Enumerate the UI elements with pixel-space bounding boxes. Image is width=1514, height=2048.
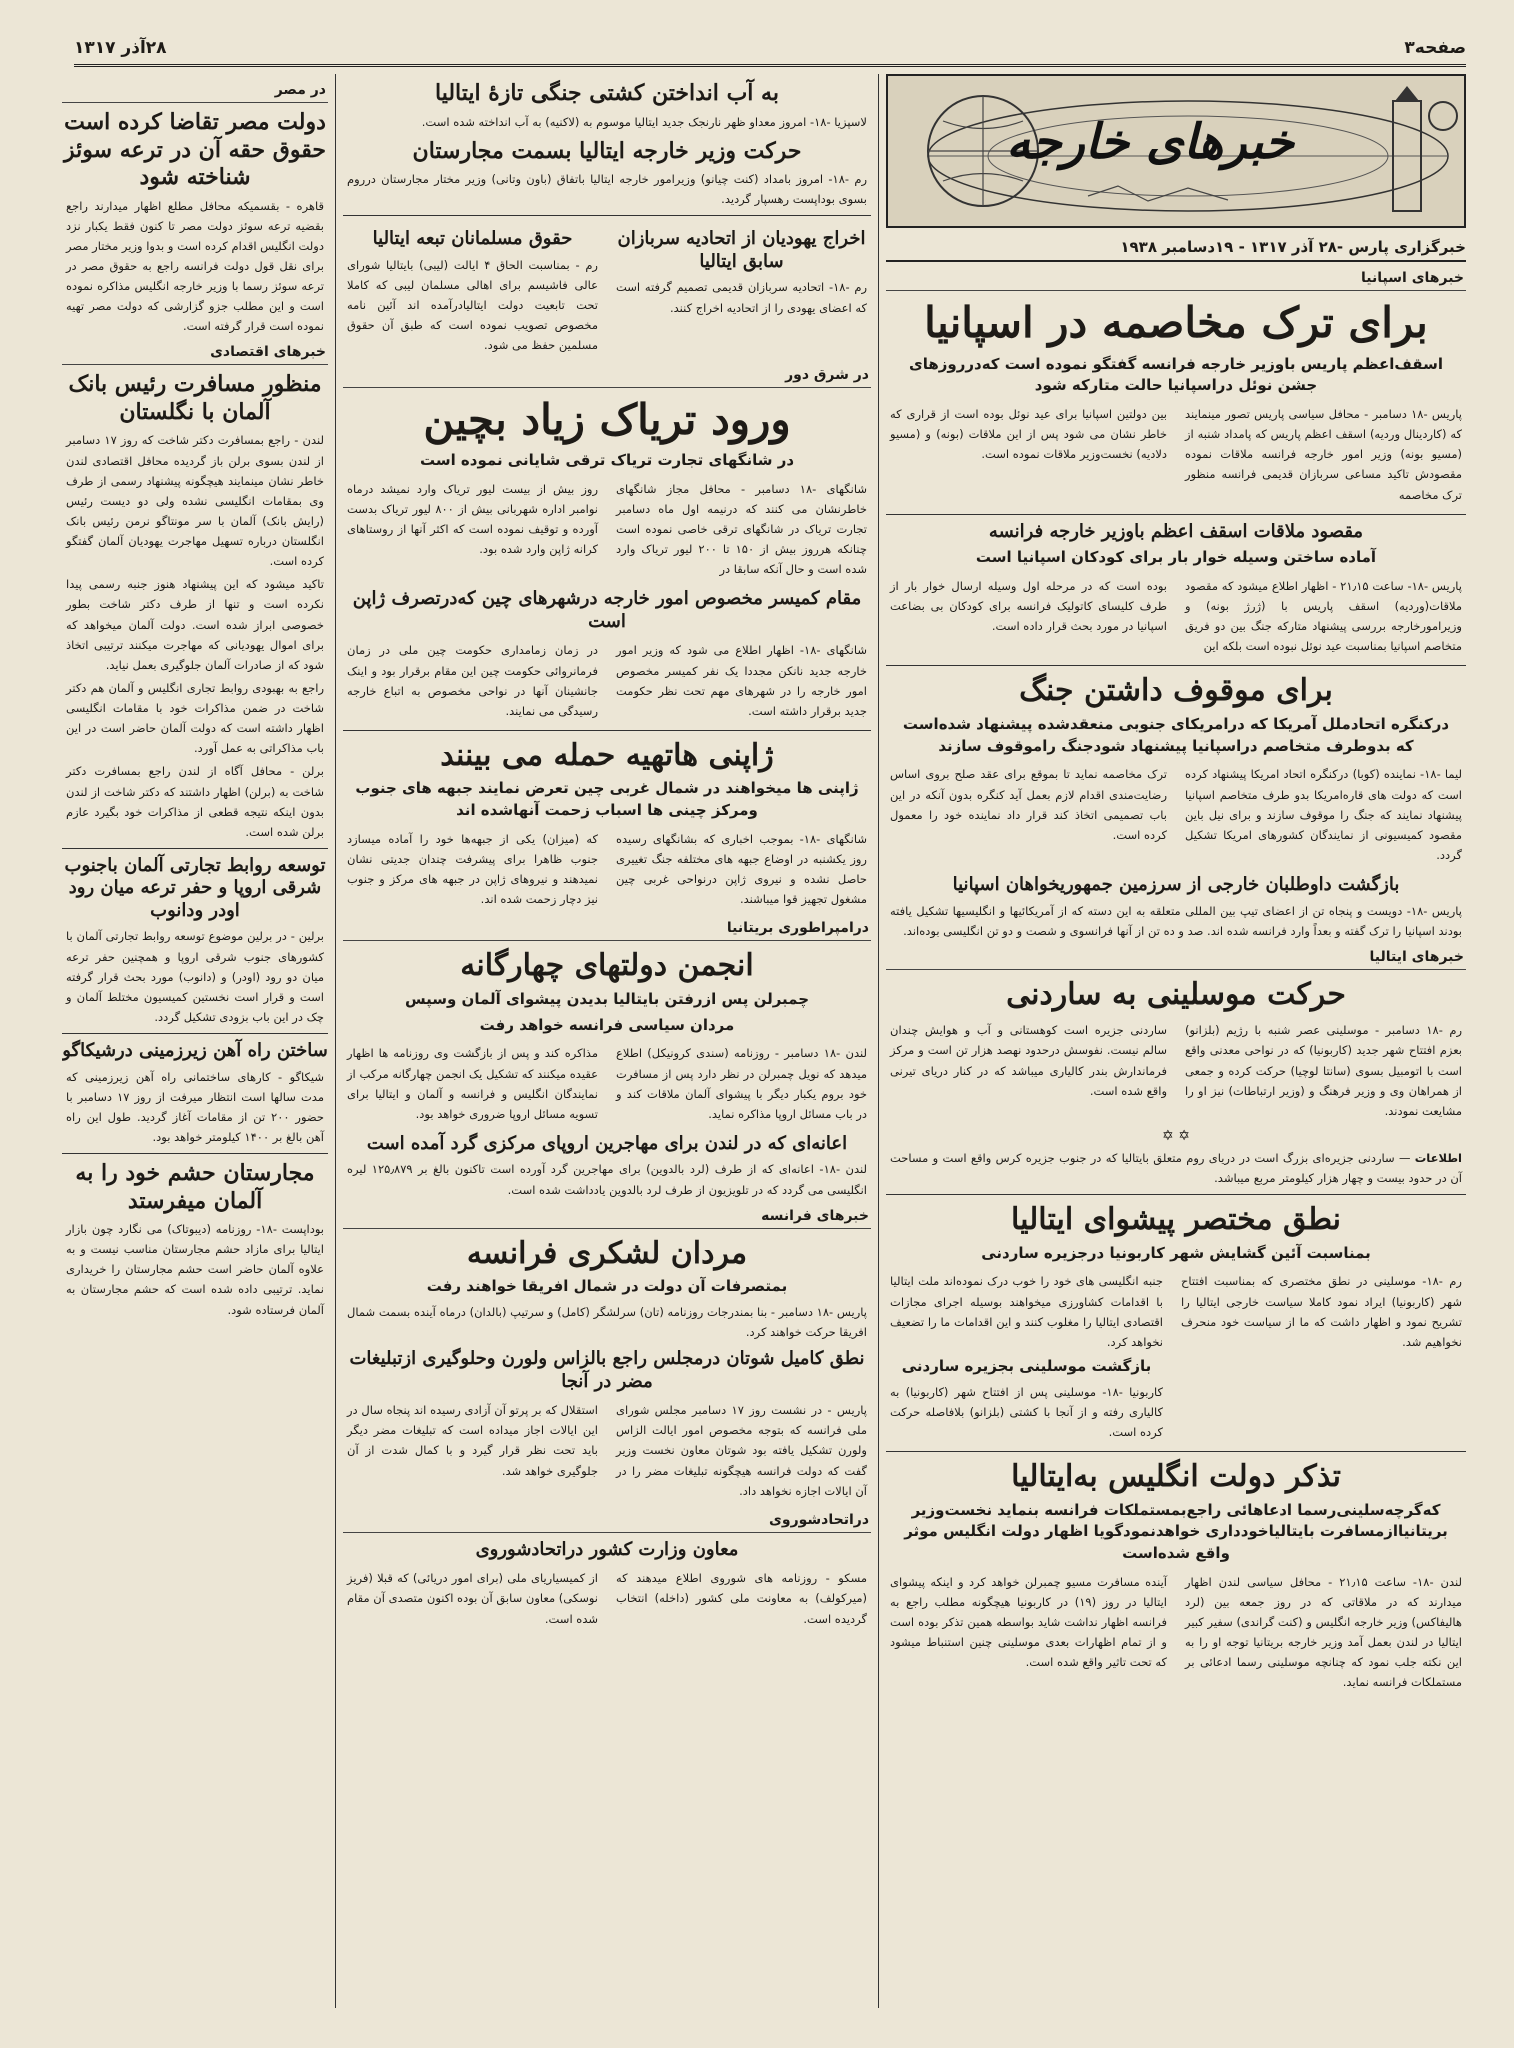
info-text: ساردنی جزیره‌ای بزرگ است در دریای روم متعلق بایتالیا که در جنوب جزیره کرس واقع است و مساحت آن در حدود بیست و چهار هزار کیلومتر مربع میباشد. <box>890 1150 1462 1185</box>
article-text: بوداپست -۱۸- روزنامه (دیبوتاک) می نگارد چون بازار ایتالیا برای مازاد حشم مجارستان مناسب نیست و به علاوه آلمان حاضر است حشم مجارستان را خریداری نماید. ترتیبی داده شده است که حشم مجارستان به آلمان فرستاده شود. <box>66 1222 324 1317</box>
article-text: مذاکره کند و پس از بازگشت وی روزنامه ها اظهار عقیده میکنند که تشکیل یک انجمن چهارگانه مرکب از نمایندگان انگلیس و فرانسه و آلمان و ایتالیا برای تسویه مسائل اروپا ضروری خواهد بود. <box>347 1046 598 1121</box>
column-rule <box>335 74 336 2008</box>
headline: مقام کمیسر مخصوص امور خارجه درشهرهای چین که‌درتصرف ژاپن است <box>352 588 862 632</box>
section-label: خبرهای فرانسه <box>343 1204 871 1229</box>
headline: تذکر دولت انگلیس به‌ایتالیا <box>1011 1459 1341 1494</box>
section-label: دراتحادشوروی <box>343 1508 871 1533</box>
article-text: لندن -۱۸- اعانه‌ای که از طرف (لرد بالدوین) برای مهاجرین گرد آورده است تاکنون بالغ بر ۱۲۵٫۸۷۹ لیره انگلیسی می گردد که در تلویزیون از طرف لرد بالدوین یادداشت شده است. <box>347 1162 868 1197</box>
article-text: از کمیسیاریای ملی (برای امور دریائی) که قبلا (فریز نوسکی) معاون سابق آن بوده اکنون متصدی آن مقام شده است. <box>347 1571 598 1626</box>
article-text: اطلاعات — ساردنی جزیره‌ای بزرگ است در دریای روم متعلق بایتالیا که در جنوب جزیره کرس واقع است و مساحت آن در حدود بیست و چهار هزار کیلومتر مربع میباشد. <box>890 1150 1462 1185</box>
article-text: استقلال که بر پرتو آن آزادی رسیده اند پنجاه سال در این ایالات اجاز میداده است که تبلیغات مضر دیگر باید تحت نظر قرار گیرد و با کمال شدت از آن جلوگیری خواهد شد. <box>347 1403 598 1478</box>
article-text: ترک مخاصمه نماید تا بموقع برای عقد صلح بروی اساس رضایت‌مندی اقدام لازم بعمل آید کنگره بدون آنکه در این باب تصمیمی اتخاذ کند قرار داد نماینده خود را معمول کرده است. <box>890 767 1167 842</box>
article-body <box>343 476 871 583</box>
subheadline: مردان سیاسی فرانسه خواهد رفت <box>479 1015 735 1034</box>
article-body <box>886 1569 1466 1696</box>
section-label: درامپراطوری بریتانیا <box>343 916 871 941</box>
article-text: تاکید میشود که این پیشنهاد هنوز جنبه رسمی پیدا نکرده است و تنها از طرف دکتر شاخت بطور خصوصی ابراز شده است. دولت آلمان میخواهد که برای اموال یهودیانی که مهاجرت میکنند ترتیبی اتخاذ شود که از صادرات آلمان جلوگیری بعمل نیاید. <box>66 577 324 672</box>
article-text: پاریس -۱۸- ساعت ۲۱٫۱۵ - اظهار اطلاع میشود که مقصود ملاقات(وردیه) اسقف پاریس با (ژرژ بونه) و وزیرامورخارجه بررسی پیشنهاد متارکه جنگ بین دو فریق متخاصم اسپانیا بمناسبت عید نوئل نبوده است بلکه این <box>1185 578 1462 654</box>
page-number: صفحه۳ <box>1404 38 1466 58</box>
article-body <box>886 573 1466 660</box>
article-text: بوده است که در مرحله اول وسیله ارسال خوار بار از طرف کلیسای کاتولیک فرانسه برای کودکان بی بضاعت اسپانیا در مورد بحث قرار داده است. <box>890 578 1167 634</box>
headline: حرکت وزیر خارجه ایتالیا بسمت مجارستان <box>412 137 802 164</box>
section-label: در مصر <box>62 78 328 103</box>
article-text: رم -۱۸- اتحادیه سربازان قدیمی تصمیم گرفته است که اعضای یهودی را از اتحادیه اخراج کنند. <box>616 280 868 315</box>
headline: به آب انداختن کشتی جنگی تازهٔ ایتالیا <box>435 80 779 106</box>
headline: حقوق مسلمانان تبعه ایتالیا <box>372 228 573 250</box>
star-ornament: ✡ ✡ <box>1162 1127 1190 1144</box>
article-text: کاربونیا -۱۸- موسلینی پس از افتتاح شهر (کاربونیا) به کالیاری رفته و از آنجا با کشتی (بلزانو) بلافاصله حرکت کرده است. <box>890 1384 1164 1439</box>
headline: نطق کامیل شوتان درمجلس راجع بالزاس ولورن وحلوگیری ازتبلیغات مضر در آنجا <box>349 1348 865 1392</box>
headline: برای ترک مخاصمه در اسپانیا <box>924 298 1428 347</box>
article-text: لاسپزیا -۱۸- امروز معداو ظهر نارنجک جدید ایتالیا موسوم به (لاکنیه) به آب انداخته شده است. <box>421 114 867 129</box>
article-text: ساردنی جزیره است کوهستانی و آب و هوایش چندان سالم نیست. نفوسش درحدود نهصد هزار تن است و مرکز فرماندارش بندر کالیاری میباشد که در کنار دریای تیرنی واقع شده است. <box>890 1023 1167 1098</box>
article-text: برلین - در برلین موضوع توسعه روابط تجارتی آلمان با کشورهای جنوب شرقی اروپا و همچنین حفر ترعه میان دو رود (اودر) و (دانوب) مورد بحث قرار گرفته است و قرار است نخستین کمیسیون مختلط آلمان و چک در این باب بزودی تشکیل گردد. <box>66 929 324 1024</box>
page-date: ۲۸آذر ۱۳۱۷ <box>74 38 167 58</box>
subheadline: ژاپنی ها میخواهند در شمال غربی چین تعرض نمایند جبهه های جنوب ومرکز چینی ها اسباب زحمت آنهاشده اند <box>355 779 859 820</box>
article-text: پاریس -۱۸ دسامبر - محافل سیاسی پاریس تصور مینمایند که (کاردینال وردیه) اسقف اعظم پاریس که پامداد شنبه از (مسیو بونه) وزیر امور خارجه فرانسه ملاقات نموده مقصودش تاکید مساعی سربازان قدیمی فرانسه منظور ترک مخاصمه <box>1185 407 1462 502</box>
headline: بازگشت داوطلبان خارجی از سرزمین جمهوریخواهان اسپانیا <box>952 874 1400 895</box>
subheadline: بمناسبت آئین گشایش شهر کاربونیا درجزیره ساردنی <box>981 1243 1371 1262</box>
article-text: آینده مسافرت مسیو چمبرلن خواهد کرد و اینکه پیشوای ایتالیا در روز (۱۹) در کاربونیا هیچگونه مطلب راجع به فرانسه اظهار نداشت شاید بواسطه همین تذکر بوده است و از تمام اظهارات بعدی موسلینی چنین استنباط میشود که تحت تاثیر واقع شده است. <box>890 1574 1167 1670</box>
section-label: خبرهای اسپانیا <box>886 266 1466 291</box>
subheadline: در شانگهای تجارت تریاک ترقی شایانی نموده است <box>419 451 795 469</box>
article-text: مسکو - روزنامه های شوروی اطلاع میدهند که (میرکولف) به معاونت ملی کشور (داخله) انتخاب گردیده است. <box>616 1571 867 1626</box>
column-rule <box>878 74 879 2008</box>
article-text: برلن - محافل آگاه از لندن راجع بمسافرت دکتر شاخت به (برلن) اظهار داشتند که دکتر شاخت از لندن بدون اینکه نتیجه قطعی از مذاکرات خود بگیرد عازم برلن شده است. <box>66 764 324 839</box>
article-body <box>343 1397 871 1504</box>
subheadline: اسقف‌اعظم پاریس باوزیر خارجه فرانسه گفتگو نموده است که‌درروزهای جشن نوئل دراسپانیا حالت متارکه شود <box>908 354 1443 395</box>
page-header <box>74 38 1466 67</box>
article-text: رم -۱۸- امروز بامداد (کنت چیانو) وزیرامور خارجه ایتالیا باتفاق (باون وتانی) وزیر مختار مجارستان درروم بسوی بوداپست رهسپار گردید. <box>347 172 867 207</box>
article-text: شانگهای -۱۸- بموجب اخباری که بشانگهای رسیده روز یکشنبه در اوضاع جبهه های مختلفه جنگ تغییری حاصل نشده و نیروی ژاپن درنواحی غربی چین مشغول تجهیز قوا میباشند. <box>616 831 867 907</box>
article-body <box>343 222 871 358</box>
subheadline: آماده ساختن وسیله خوار بار برای کودکان اسپانیا است <box>975 548 1377 567</box>
article-body <box>886 761 1466 868</box>
article-text: شانگهای -۱۸ دسامبر - محافل مجاز شانگهای خاطرنشان می کنند که درنیمه اول ماه دسامبر تجارت تریاک در شانگهای ترقی خاصی نموده است چنانکه هرروز بیش از ۱۵۰ تا ۲۰۰ لیور تریاک وارد شده است و حال آنکه سابقا در <box>616 481 868 577</box>
article-body <box>343 637 871 724</box>
headline: دولت مصر تقاضا کرده است حقوق حقه آن در ترعه سوئز شناخته شود <box>64 109 326 190</box>
masthead <box>886 74 1466 228</box>
article-text: شانگهای -۱۸- اظهار اطلاع می شود که وزیر امور خارجه جدید نانکن مجددا یک نفر کمیسر مخصوص امور خارجه را در شهرهای مهم تحت نظر حکومت جدید برقرار داشته است. <box>616 643 867 718</box>
article-body <box>343 826 871 913</box>
headline: اعانه‌ای که در لندن برای مهاجرین اروپای مرکزی گرد آمده است <box>366 1132 848 1154</box>
left-column <box>62 74 328 2008</box>
section-label: خبرهای ایتالیا <box>886 945 1466 970</box>
article-text: که (میزان) یکی از جبهه‌ها خود را آماده میسازد جنوب ظاهرا برای پیشرفت چندان جدیتی نشان نمیدهند و نیروهای ژاپن در جبهه های مرکز و جنوب نیز دچار زحمت شده اند. <box>347 831 598 907</box>
article-text: رم - بمناسبت الحاق ۴ ایالت (لیبی) بایتالیا شورای عالی فاشیسم برای اهالی مسلمان لیبی که کاملا تحت تابعیت دولت ایتالیادرآمده اند آئین نامه مخصوص تصویب نموده است که طبق آن حقوق مسلمین حفظ می شود. <box>347 257 598 353</box>
article-text: روز بیش از بیست لیور تریاک وارد نمیشد درماه نوامبر اداره شهربانی بیش از ۸۰۰ لیور تریاک بدست آورده و توقیف نموده است که اکثر آنها از روستاهای کرانه ژاپن وارد شده بود. <box>347 481 598 557</box>
masthead-title: خبرهای خارجه <box>1006 114 1294 170</box>
headline: مردان لشکری فرانسه <box>466 1235 748 1271</box>
article-text: پاریس - در نشست روز ۱۷ دسامبر مجلس شورای ملی فرانسه که بتوجه مخصوص امور ایالت الزاس ولورن تشکیل یافته بود شوتان معاون نخست وزیر گفت که دولت فرانسه هیچگونه تبلیغات مضر را در آن ایالات اجازه نخواهد داد. <box>616 1403 867 1498</box>
article-text: لندن - راجع بمسافرت دکتر شاخت که روز ۱۷ دسامبر از لندن بسوی برلن باز گردیده محافل اقتصادی لندن خاطر نشان مینمایند هیچگونه پیشنهاد رسمی از طرف وی بمقامات انگلیسی نشده ولی دو دیست رئیس (رایش بانک) آلمان با سر مونتاگو نرمن رئیس بانک انگلستان درباره تسهیل مهاجرت یهودیان آلمان گفتگو کرده است. <box>66 433 324 569</box>
article-text: قاهره - بقسمیکه محافل مطلع اظهار میدارند راجع بقضیه ترعه سوئز دولت مصر تا کنون فقط یکبار نزد دولت انگلیس اقدام کرده است و بدوا وزیر مختار مصر برای نقل قول دولت فرانسه راجع به حقوق مصر در ترعه سوئز رسما با وزیر خارجه انگلیس مذاکره نموده است و این مطلب جزو گزارشی که دولت مصر تهیه نموده است قرار گرفته است. <box>66 198 324 334</box>
subheadline: چمبرلن پس ازرفتن بایتالیا بدیدن پیشوای آلمان وسپس <box>404 989 810 1008</box>
article-text: در زمان زمامداری حکومت چین ملی در زمان فرمانروائی حکومت چین این مقام برقرار بود و اینک جانشینان آنها در نواحی مخصوص به اتباع خارجه رسیدگی می نمایند. <box>347 643 598 718</box>
middle-column <box>343 74 871 2008</box>
dateline: خبرگزاری پارس -۲۸ آذر ۱۳۱۷ - ۱۹دسامبر ۱۹۳۸ <box>886 234 1466 262</box>
article-text: لیما -۱۸- نماینده (کوبا) درکنگره اتحاد امریکا پیشنهاد کرده است که دولت های قاره‌امریکا بدو طرف متخاصم اسپانیا پیشنهاد نمایند که جنگ را موقوف سازند و برای نیل باین مقصود کمیسیونی از نمایندگان کشورهای امریکا تشکیل گردد. <box>1185 767 1463 862</box>
headline: توسعه روابط تجارتی آلمان باجنوب شرقی اروپا و حفر ترعه میان رود اودر ودانوب <box>64 854 326 921</box>
article-text: رم -۱۸- موسلینی در نطق مختصری که بمناسبت افتتاح شهر (کاربونیا) ایراد نمود کاملا سیاست خارجی ایتالیا را تشریح نمود و اظهار داشت که ما از سیاست خود منحرف نخواهیم شد. <box>1181 1274 1462 1349</box>
subheadline: که‌گرچه‌سلینی‌رسما ادعاهائی راجع‌بمستملکات فرانسه بنماید نخست‌وزیر بریتانیااز‌مسافرت بایتالیاخودداری خواهدنمودگویا اظهار دولت انگلیس موثر واقع شده‌است <box>904 1500 1448 1562</box>
headline: ساختن راه آهن زیرزمینی درشیکاگو <box>62 1040 328 1061</box>
article-text: پاریس -۱۸- دویست و پنجاه تن از اعضای تیپ بین المللی متعلقه به این دسته که از آمریکائیها و انگلیسیها تشکیل یافته بودند اسپانیا را ترک گفته و بعداً وارد فرانسه شده اند. صد و ده تن از آنها فرانسوی و شصت و دو تن انگلیسی بوده‌اند. <box>890 903 1462 938</box>
subheadline: درکنگره اتحادملل آمریکا که درامریکای جنوبی منعقدشده پیشنهاد شده‌است که بدوطرف متخاصم دراسپانیا پیشنهاد شودجنگ راموقوف سازند <box>902 714 1450 755</box>
headline: نطق مختصر پیشوای ایتالیا <box>1010 1202 1342 1238</box>
headline: برای موقوف داشتن جنگ <box>1019 673 1333 709</box>
headline: منظور مسافرت رئیس بانک آلمان با نگلستان <box>68 371 322 425</box>
article-body <box>343 1040 871 1127</box>
headline: معاون وزارت کشور دراتحادشوروی <box>475 1538 739 1560</box>
article-text: شیکاگو - کارهای ساختمانی راه آهن زیرزمینی که مدت سالها است انتظار میرفت از روز ۱۷ دسامبر با حضور ۲۰۰ تن از مقامات آغاز گردید. طول این راه آهن بالغ بر ۱۴۰۰ کیلومتر خواهد بود. <box>66 1069 324 1144</box>
headline: مجارستان حشم خود را به آلمان میفرستد <box>75 1160 315 1214</box>
headline: حرکت موسلینی به ساردنی <box>1006 976 1346 1012</box>
article-body <box>886 1268 1466 1445</box>
headline: ورود تریاک زیاد بچین <box>423 394 791 444</box>
article-body <box>886 1017 1466 1124</box>
section-label: خبرهای اقتصادی <box>62 340 328 365</box>
article-text: جنبه انگلیسی های خود را خوب درک نموده‌اند ملت ایتالیا با اقدامات کشاورزی میخواهند بوسیله اجرای مجازات اقتصادی ایتالیا را مغلوب کنند و این اقدامات ما را تضعیف نخواهد کرد. <box>890 1274 1163 1349</box>
headline: ژاپنی هاتهیه حمله می بینند <box>440 737 774 773</box>
article-body <box>343 1565 871 1631</box>
info-title: اطلاعات <box>1414 1150 1462 1165</box>
subheadline: بازگشت موسلینی بجزیره ساردنی <box>901 1356 1152 1375</box>
headline: اخراج یهودیان از اتحادیه سربازان سابق ایتالیا <box>617 228 866 272</box>
article-text: رم -۱۸ دسامبر - موسلینی عصر شنبه با رژیم (بلزانو) بعزم افتتاح شهر جدید (کاربونیا) که در نواحی معدنی واقع است با اتومبیل بسوی (سانتا لوچیا) حرکت کرده و جمعی از همراهان وی و وزیر فرهنگ و (وزیر ارتباطات) نیز او را مشایعت نمودند. <box>1185 1023 1462 1118</box>
section-label: در شرق دور <box>343 363 871 388</box>
article-body <box>886 401 1466 508</box>
article-text: لندن -۱۸ دسامبر - روزنامه (سندی کرونیکل) اطلاع میدهد که نویل چمبرلن در نظر دارد پس از مسافرت خود بروم یکبار دیگر با پیشوای آلمان ملاقات کند و در باب مسائل اروپا مذاکره نماید. <box>616 1046 867 1121</box>
headline: مقصود ملاقات اسقف اعظم باوزیر خارجه فرانسه <box>988 520 1364 542</box>
article-text: راجع به بهبودی روابط تجاری انگلیس و آلمان هم دکتر شاخت در ضمن مذاکرات خود با مقامات انگلیسی اظهار داشته است که دولت آلمان حاضر است در این باب مذاکراتی به عمل آورد. <box>66 680 324 756</box>
headline: انجمن دولتهای چهارگانه <box>460 948 754 984</box>
subheadline: بمتصرفات آن دولت در شمال افریقا خواهند رفت <box>426 1277 788 1296</box>
article-text: لندن -۱۸- ساعت ۲۱٫۱۵ - محافل سیاسی لندن اظهار میدارند که در ملاقاتی که در روز جمعه بین (لرد هالیفاکس) وزیر خارجه انگلیس و (کنت گراندی) سفیر کبیر ایتالیا در لندن بعمل آمد وزیر خارجه بریتانیا توجه او را به این نکته جلب نمود که چنانچه موسلینی رسما ادعائی بر مستملکات فرانسه نماید. <box>1185 1574 1463 1690</box>
article-text: پاریس -۱۸ دسامبر - بنا بمندرجات روزنامه (تان) سرلشگر (کامل) و سرتیپ (بالدان) درماه آینده بسمت شمال افریقا حرکت خواهند کرد. <box>347 1304 867 1339</box>
foreign-news-column <box>886 74 1466 2008</box>
article-text: بین دولتین اسپانیا برای عید نوئل بوده است از قراری که خاطر نشان می شود پس از این ملاقات (بونه) و (مسیو دلادیه) نخست‌وزیر ملاقات نموده است. <box>890 407 1167 462</box>
